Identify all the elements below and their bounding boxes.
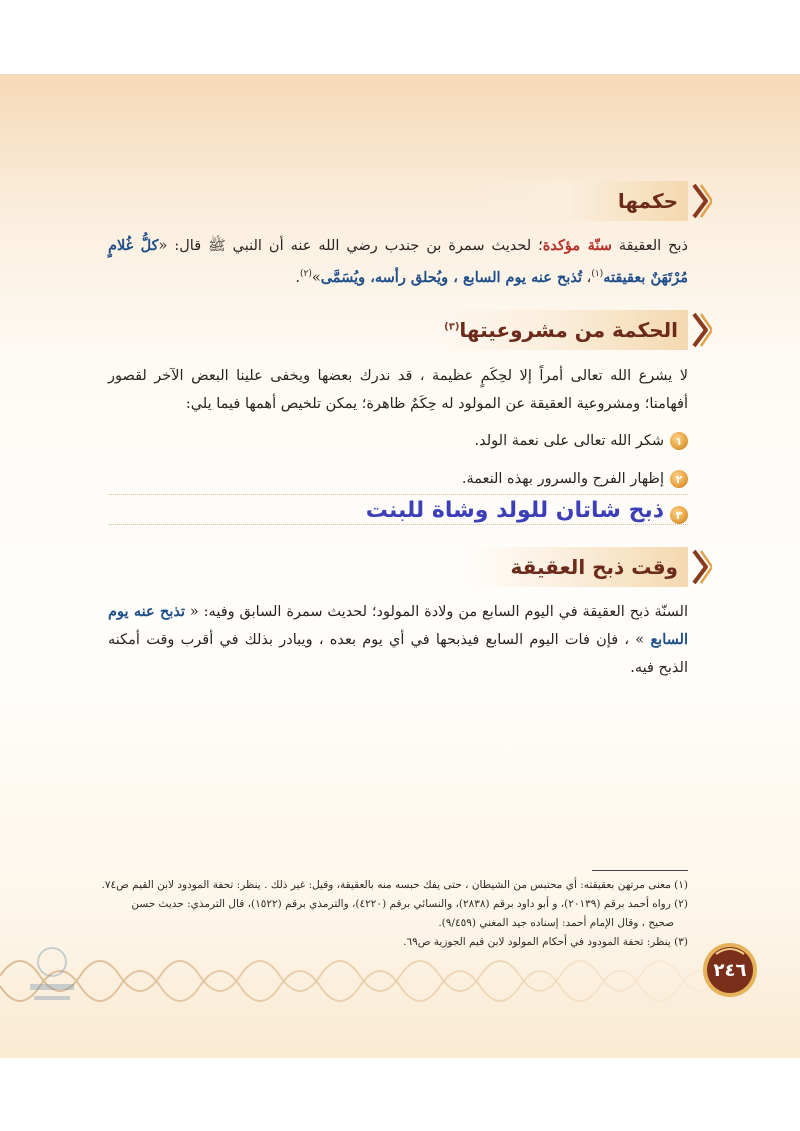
section-title-wisdom	[444, 318, 688, 342]
number-badge: ٣	[670, 506, 688, 524]
text-run: » ، فإن فات اليوم السابع فيذبحها في أي يوم بعده ، ويبادر بذلك في أقرب وقت أمكنه الذبح فيه.	[108, 632, 688, 676]
section-header-wisdom	[438, 310, 688, 350]
ornament-border	[0, 936, 800, 1022]
footnote: صحيح ، وقال الإمام أحمد: إسناده جيد المغني (٩/٤٥٩).	[438, 917, 674, 929]
text-run: ذبح العقيقة	[611, 238, 688, 254]
text-run: .	[295, 269, 300, 286]
list-item-text: ذبح شاتان للولد وشاة للبنت	[365, 497, 664, 523]
footnote: (٣) ينظر: تحفة المودود في أحكام المولود لابن قيم الجوزية ص٦٩.	[403, 936, 688, 948]
text-run: »	[311, 269, 321, 286]
section-header-timing	[468, 547, 688, 587]
number-badge: ٢	[670, 470, 688, 488]
page-number: ٢٤٦	[713, 959, 747, 981]
section-title-timing: وقت ذبح العقيقة	[510, 555, 678, 579]
divider	[108, 494, 688, 495]
list-item-text: شكر الله تعالى على نعمة الولد.	[474, 433, 664, 449]
footnote-ref[interactable]: (٢)	[299, 269, 312, 279]
footnote-ref[interactable]: (١)	[591, 269, 604, 279]
list-item	[108, 496, 688, 524]
section-title-text: الحكمة من مشروعيتها	[459, 318, 678, 342]
hadith-text: كلُّ غُلامٍ مُرْتَهَنٌ بعقيقته	[108, 237, 688, 286]
section-title-ruling: حكمها	[617, 189, 678, 213]
chevron-icon	[690, 183, 712, 219]
hadith-text: تُذبح عنه يوم السابع ، ويُحلق رأسه، ويُسَمَّى	[320, 268, 583, 286]
chevron-icon	[690, 549, 712, 585]
section-header-ruling	[468, 181, 688, 221]
number-badge: ١	[670, 432, 688, 450]
footnote-rule	[592, 870, 688, 871]
footnote: (١) معنى مرتهن بعقيقته: أي محتبس من الشيطان ، حتى يفك حبسه منه بالعقيقة، وقيل: غير ذلك . ينظر: تحفة المودود لابن القيم ص٧٤.	[101, 879, 688, 891]
text-run: ؛ لحديث سمرة بن جندب رضي الله عنه أن النبي ﷺ قال: «	[158, 238, 543, 254]
hadith-text: تذبح عنه يوم السابع	[108, 603, 688, 648]
text-run: ،	[582, 269, 592, 286]
highlight-red: سنّة مؤكدة	[542, 237, 612, 254]
list-item	[108, 470, 688, 488]
wisdom-paragraph: لا يشرع الله تعالى أمراً إلا لحِكَمٍ عظيمة ، قد ندرك بعضها ويخفى علينا البعض الآخر لقصور أفهامنا؛ ومشروعية العقيقة عن المولود له حِكَمٌ ظاهرة؛ يمكن تلخيص أهمها فيما يلي:	[108, 368, 688, 412]
logo-watermark	[22, 942, 82, 1012]
text-run: السنّة ذبح العقيقة في اليوم السابع من ولادة المولود؛ لحديث سمرة السابق وفيه: «	[185, 604, 688, 620]
timing-paragraph	[108, 598, 688, 682]
page	[0, 74, 800, 1058]
divider	[108, 524, 688, 525]
footnote-ref[interactable]: (٣)	[444, 321, 460, 333]
chevron-icon	[690, 312, 712, 348]
list-item-text: إظهار الفرح والسرور بهذه النعمة.	[461, 471, 664, 487]
list-item	[108, 432, 688, 450]
ruling-paragraph	[108, 232, 688, 292]
footnote: (٢) رواه أحمد برقم (٢٠١٣٩)، و أبو داود برقم (٢٨٣٨)، والنسائي برقم (٤٢٢٠)، والترمذي برقم (١٥٢٢)، قال الترمذي: حديث حسن	[131, 898, 688, 910]
